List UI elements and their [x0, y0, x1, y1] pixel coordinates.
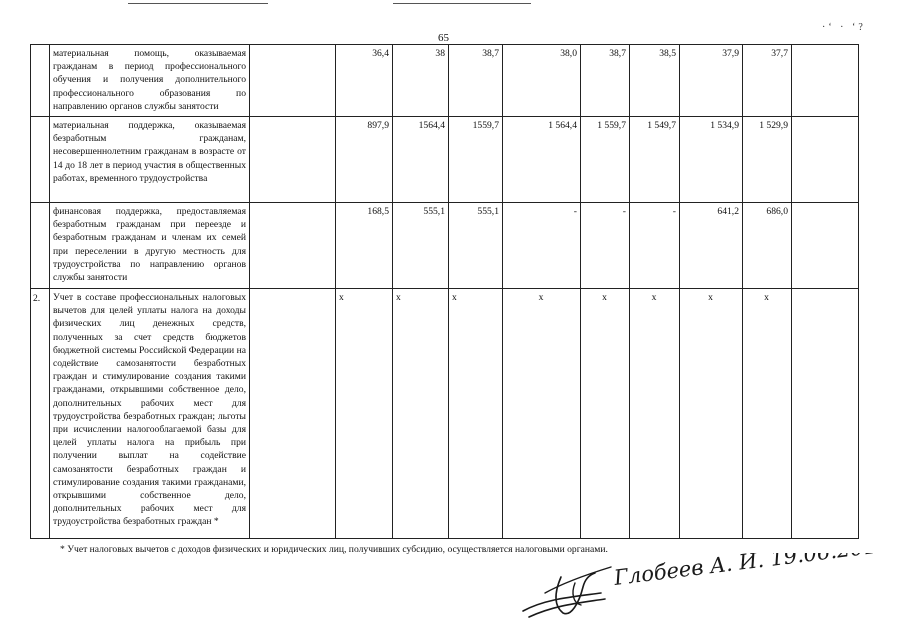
row-number — [31, 117, 50, 203]
value-cell — [792, 203, 859, 289]
value-cell — [250, 45, 336, 117]
value-cell: 1564,4 — [393, 117, 449, 203]
value-cell: 37,7 — [743, 45, 792, 117]
value-cell: x — [393, 289, 449, 539]
row-description: Учет в составе профессиональных налоговых вычетов для целей уплаты налога на доходы физических лиц денежных средств, полученных за счет средств бюджетов бюджетной системы Российской Федерации на содействие самозанятости безработных граждан и стимулирование создания такими гражданами, открывшими собственное дело, дополнительных рабочих мест для трудоустройства безработных граждан; льготы при исчислении налогооблагаемой базы для целей уплаты налога на прибыль при получении выплат на содействие самозанятости безработных граждан и стимулирование создания такими гражданами, открывшими собственное дело, дополнительных рабочих мест для трудоустройства безработных граждан * — [50, 289, 250, 539]
value-cell: 1 564,4 — [503, 117, 581, 203]
handwritten-signature — [515, 553, 895, 628]
value-cell: 38,7 — [581, 45, 630, 117]
value-cell: x — [680, 289, 743, 539]
row-description: материальная поддержка, оказываемая безработным гражданам, несовершеннолетним гражданам в возрасте от 14 до 18 лет в период участия в общественных работах, временного трудоустройства — [50, 117, 250, 203]
signature-icon — [515, 553, 895, 623]
value-cell: 1 549,7 — [630, 117, 680, 203]
table-row — [31, 203, 859, 289]
value-cell: 1 559,7 — [581, 117, 630, 203]
value-cell: 555,1 — [393, 203, 449, 289]
value-cell — [792, 289, 859, 539]
corner-mark: ·‘ · ‘? — [822, 22, 866, 33]
table-row — [31, 45, 859, 117]
value-cell: 1 534,9 — [680, 117, 743, 203]
value-cell: 38,5 — [630, 45, 680, 117]
scan-top-line-right — [393, 3, 531, 4]
value-cell: x — [581, 289, 630, 539]
value-cell: x — [630, 289, 680, 539]
value-cell — [250, 289, 336, 539]
value-cell: 686,0 — [743, 203, 792, 289]
value-cell: x — [503, 289, 581, 539]
value-cell — [792, 117, 859, 203]
value-cell: 1 529,9 — [743, 117, 792, 203]
indicators-table — [30, 44, 859, 539]
scan-top-line-left — [128, 3, 268, 4]
footnote: * Учет налоговых вычетов с доходов физических и юридических лиц, получивших субсидию, осуществляется налоговыми органами. — [60, 544, 608, 555]
row-number: 2. — [31, 289, 50, 539]
value-cell: x — [449, 289, 503, 539]
row-description: финансовая поддержка, предоставляемая безработным гражданам при переезде и безработным гражданам и членам их семей при переселении в другую местность для трудоустройства по направлению органов службы занятости — [50, 203, 250, 289]
value-cell: 897,9 — [336, 117, 393, 203]
value-cell: 38,0 — [503, 45, 581, 117]
row-number — [31, 45, 50, 117]
value-cell — [250, 203, 336, 289]
value-cell: x — [743, 289, 792, 539]
value-cell — [250, 117, 336, 203]
table-row — [31, 117, 859, 203]
table-row — [31, 289, 859, 539]
value-cell: 38 — [393, 45, 449, 117]
page-number: 65 — [438, 32, 449, 44]
value-cell: 168,5 — [336, 203, 393, 289]
table-body — [31, 45, 859, 539]
value-cell: - — [503, 203, 581, 289]
value-cell: 641,2 — [680, 203, 743, 289]
value-cell: 37,9 — [680, 45, 743, 117]
value-cell: - — [630, 203, 680, 289]
value-cell: 1559,7 — [449, 117, 503, 203]
row-number — [31, 203, 50, 289]
row-description: материальная помощь, оказываемая гражданам в период профессионального обучения и получения дополнительного профессионального образования по направлению органов службы занятости — [50, 45, 250, 117]
signature-text: Глобеев А. И. 19.06.2017г — [612, 553, 895, 590]
value-cell: - — [581, 203, 630, 289]
value-cell: 36,4 — [336, 45, 393, 117]
value-cell: x — [336, 289, 393, 539]
value-cell: 38,7 — [449, 45, 503, 117]
value-cell: 555,1 — [449, 203, 503, 289]
value-cell — [792, 45, 859, 117]
